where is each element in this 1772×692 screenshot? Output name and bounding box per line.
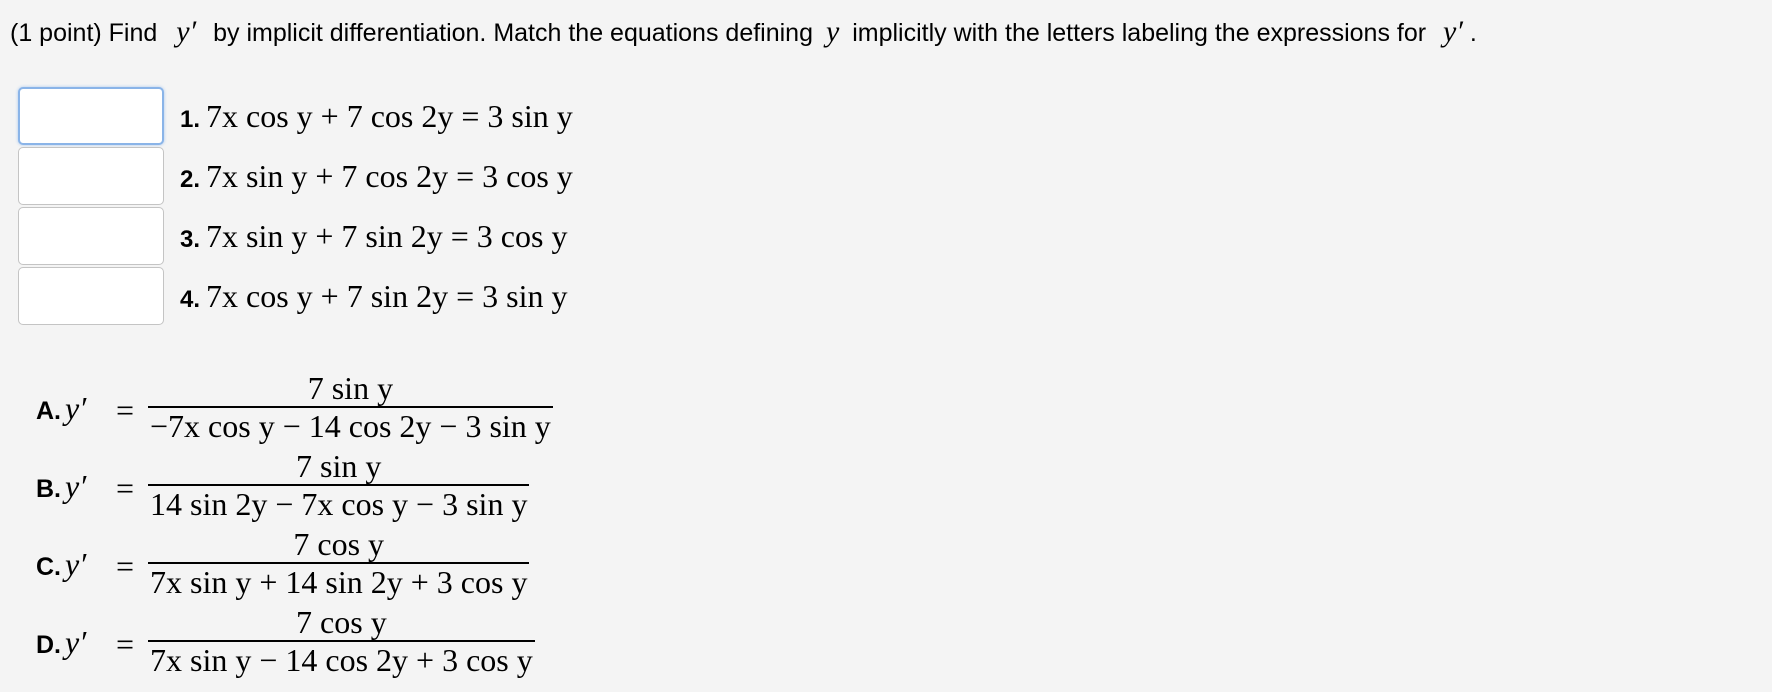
- problem-instructions: [10, 15, 1477, 50]
- instructions-prefix: (1 point) Find: [10, 19, 158, 47]
- answer-input-3[interactable]: [18, 207, 164, 265]
- instructions-y: y: [825, 15, 840, 48]
- denominator: −7x cos y − 14 cos 2y − 3 sin y: [150, 408, 551, 444]
- answer-input-2[interactable]: [18, 147, 164, 205]
- instructions-yprime: y′: [176, 15, 197, 48]
- numerator: 7 sin y: [296, 448, 382, 484]
- equals-sign: =: [116, 626, 135, 662]
- equation-text: 7x cos y + 7 cos 2y = 3 sin y: [206, 97, 573, 134]
- equation-number: 2.: [180, 165, 201, 193]
- equation-2: [180, 158, 573, 195]
- equation-row-2: [18, 147, 573, 205]
- instructions-middle: by implicit differentiation. Match the equations defining: [213, 19, 813, 47]
- option-lhs: y′: [65, 546, 87, 582]
- equation-text: 7x sin y + 7 sin 2y = 3 cos y: [206, 217, 568, 254]
- equals-sign: =: [116, 392, 135, 428]
- option-letter: D.: [36, 631, 61, 659]
- denominator: 7x sin y − 14 cos 2y + 3 cos y: [150, 642, 533, 678]
- instructions-yprime-end: y′: [1443, 15, 1463, 48]
- option-label: [36, 468, 86, 505]
- equation-number: 4.: [180, 285, 201, 313]
- equation-row-4: [18, 267, 567, 325]
- instructions-suffix: implicitly with the letters labeling the expressions for: [852, 19, 1427, 47]
- equals-sign: =: [116, 548, 135, 584]
- equation-3: [180, 218, 567, 255]
- denominator: 7x sin y + 14 sin 2y + 3 cos y: [150, 564, 528, 600]
- fraction: [148, 526, 529, 600]
- equation-1: [180, 98, 573, 135]
- option-lhs: y′: [65, 624, 87, 660]
- option-lhs: y′: [65, 390, 87, 426]
- equation-number: 1.: [180, 105, 201, 133]
- answer-input-4[interactable]: [18, 267, 164, 325]
- answer-input-1[interactable]: [18, 87, 164, 145]
- equals-sign: =: [116, 470, 135, 506]
- option-label: [36, 546, 86, 583]
- problem-container: [10, 10, 1750, 682]
- option-label: [36, 390, 86, 427]
- equation-number: 3.: [180, 225, 201, 253]
- instructions-period: .: [1469, 19, 1477, 47]
- equation-text: 7x sin y + 7 cos 2y = 3 cos y: [206, 157, 573, 194]
- option-letter: B.: [36, 475, 61, 503]
- option-lhs: y′: [65, 468, 87, 504]
- denominator: 14 sin 2y − 7x cos y − 3 sin y: [150, 486, 528, 522]
- equation-text: 7x cos y + 7 sin 2y = 3 sin y: [206, 277, 568, 314]
- option-letter: A.: [36, 397, 61, 425]
- fraction: [148, 448, 529, 522]
- fraction: [148, 604, 535, 678]
- equation-row-3: [18, 207, 567, 265]
- option-label: [36, 624, 86, 661]
- numerator: 7 sin y: [307, 370, 394, 406]
- numerator: 7 cos y: [296, 604, 387, 640]
- equation-row-1: [18, 87, 573, 145]
- equation-4: [180, 278, 567, 315]
- option-letter: C.: [36, 553, 61, 581]
- numerator: 7 cos y: [293, 526, 385, 562]
- fraction: [148, 370, 553, 444]
